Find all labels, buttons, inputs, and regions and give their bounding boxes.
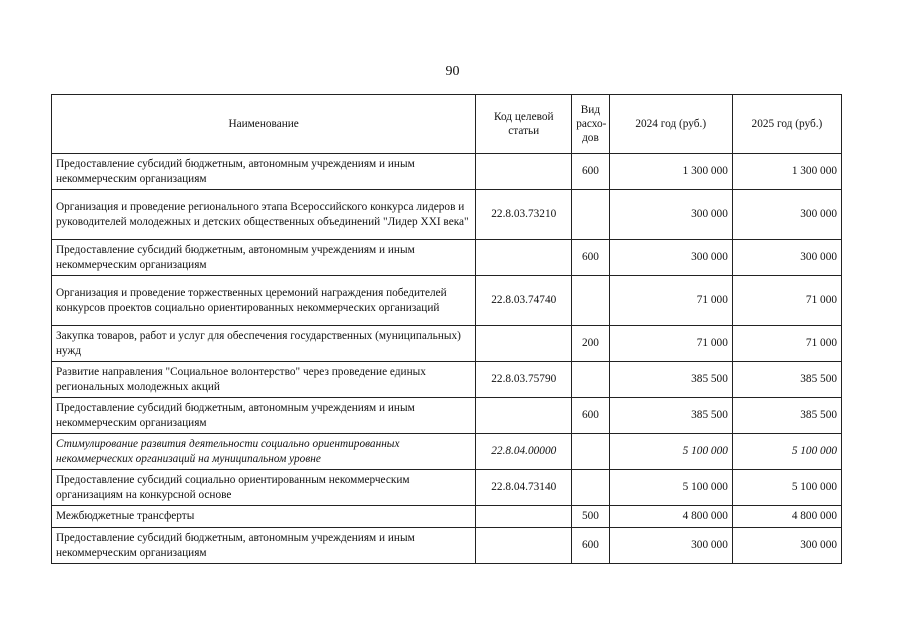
row-kind-cell: 500	[572, 506, 609, 528]
row-2025-cell: 300 000	[732, 240, 841, 276]
page-number: 90	[445, 64, 460, 79]
row-2024-cell: 5 100 000	[609, 470, 732, 506]
header-2025: 2025 год (руб.)	[732, 95, 841, 154]
header-code: Код целевой статьи	[476, 95, 572, 154]
row-kind-cell	[572, 276, 609, 326]
table-row	[52, 398, 842, 434]
row-2025-cell: 71 000	[732, 326, 841, 362]
row-kind-cell: 200	[572, 326, 609, 362]
row-kind-cell: 600	[572, 398, 609, 434]
row-2025-cell: 1 300 000	[732, 154, 841, 190]
row-name-cell: Предоставление субсидий социально ориентированным некоммерческим организациям на конкурсной основе	[52, 470, 476, 506]
budget-table	[51, 94, 842, 564]
row-code-cell	[476, 240, 572, 276]
row-code-cell	[476, 506, 572, 528]
row-2024-cell: 71 000	[609, 326, 732, 362]
row-2024-cell: 4 800 000	[609, 506, 732, 528]
row-kind-cell: 600	[572, 528, 609, 564]
row-code-cell	[476, 398, 572, 434]
header-2024: 2024 год (руб.)	[609, 95, 732, 154]
header-name: Наименование	[52, 95, 476, 154]
row-name-cell: Предоставление субсидий бюджетным, автономным учреждениям и иным некоммерческим организациям	[52, 240, 476, 276]
header-kind: Вид расхо-дов	[572, 95, 609, 154]
row-2025-cell: 5 100 000	[732, 434, 841, 470]
table-row	[52, 470, 842, 506]
row-2024-cell: 300 000	[609, 528, 732, 564]
row-name-cell: Предоставление субсидий бюджетным, автономным учреждениям и иным некоммерческим организациям	[52, 398, 476, 434]
row-kind-cell	[572, 190, 609, 240]
row-2025-cell: 300 000	[732, 528, 841, 564]
table-row	[52, 434, 842, 470]
table-row	[52, 528, 842, 564]
row-2024-cell: 300 000	[609, 190, 732, 240]
table-header-row	[52, 95, 842, 154]
row-name-cell: Организация и проведение регионального этапа Всероссийского конкурса лидеров и руководителей молодежных и детских общественных объединений "Лидер XXI века"	[52, 190, 476, 240]
row-name-cell: Организация и проведение торжественных церемоний награждения победителей конкурсов проектов социально ориентированных некоммерческих организаций	[52, 276, 476, 326]
table-row	[52, 326, 842, 362]
row-name-cell: Развитие направления "Социальное волонтерство" через проведение единых региональных молодежных акций	[52, 362, 476, 398]
row-name-cell: Предоставление субсидий бюджетным, автономным учреждениям и иным некоммерческим организациям	[52, 154, 476, 190]
row-2025-cell: 4 800 000	[732, 506, 841, 528]
row-code-cell: 22.8.04.00000	[476, 434, 572, 470]
table-row	[52, 190, 842, 240]
table-row	[52, 506, 842, 528]
row-name-cell: Предоставление субсидий бюджетным, автономным учреждениям и иным некоммерческим организациям	[52, 528, 476, 564]
row-2025-cell: 71 000	[732, 276, 841, 326]
table-row	[52, 154, 842, 190]
row-2024-cell: 385 500	[609, 362, 732, 398]
row-code-cell: 22.8.03.73210	[476, 190, 572, 240]
row-kind-cell	[572, 470, 609, 506]
row-kind-cell: 600	[572, 154, 609, 190]
row-2024-cell: 71 000	[609, 276, 732, 326]
row-kind-cell	[572, 434, 609, 470]
row-name-cell: Стимулирование развития деятельности социально ориентированных некоммерческих организаций на муниципальном уровне	[52, 434, 476, 470]
row-kind-cell	[572, 362, 609, 398]
row-2024-cell: 385 500	[609, 398, 732, 434]
row-code-cell	[476, 528, 572, 564]
row-2024-cell: 5 100 000	[609, 434, 732, 470]
row-name-cell: Закупка товаров, работ и услуг для обеспечения государственных (муниципальных) нужд	[52, 326, 476, 362]
table-row	[52, 276, 842, 326]
row-code-cell	[476, 326, 572, 362]
row-2025-cell: 5 100 000	[732, 470, 841, 506]
row-2025-cell: 300 000	[732, 190, 841, 240]
table-row	[52, 240, 842, 276]
row-2025-cell: 385 500	[732, 398, 841, 434]
row-2025-cell: 385 500	[732, 362, 841, 398]
row-code-cell: 22.8.03.74740	[476, 276, 572, 326]
row-kind-cell: 600	[572, 240, 609, 276]
row-2024-cell: 1 300 000	[609, 154, 732, 190]
row-code-cell: 22.8.04.73140	[476, 470, 572, 506]
row-2024-cell: 300 000	[609, 240, 732, 276]
row-code-cell	[476, 154, 572, 190]
row-code-cell: 22.8.03.75790	[476, 362, 572, 398]
table-row	[52, 362, 842, 398]
row-name-cell: Межбюджетные трансферты	[52, 506, 476, 528]
